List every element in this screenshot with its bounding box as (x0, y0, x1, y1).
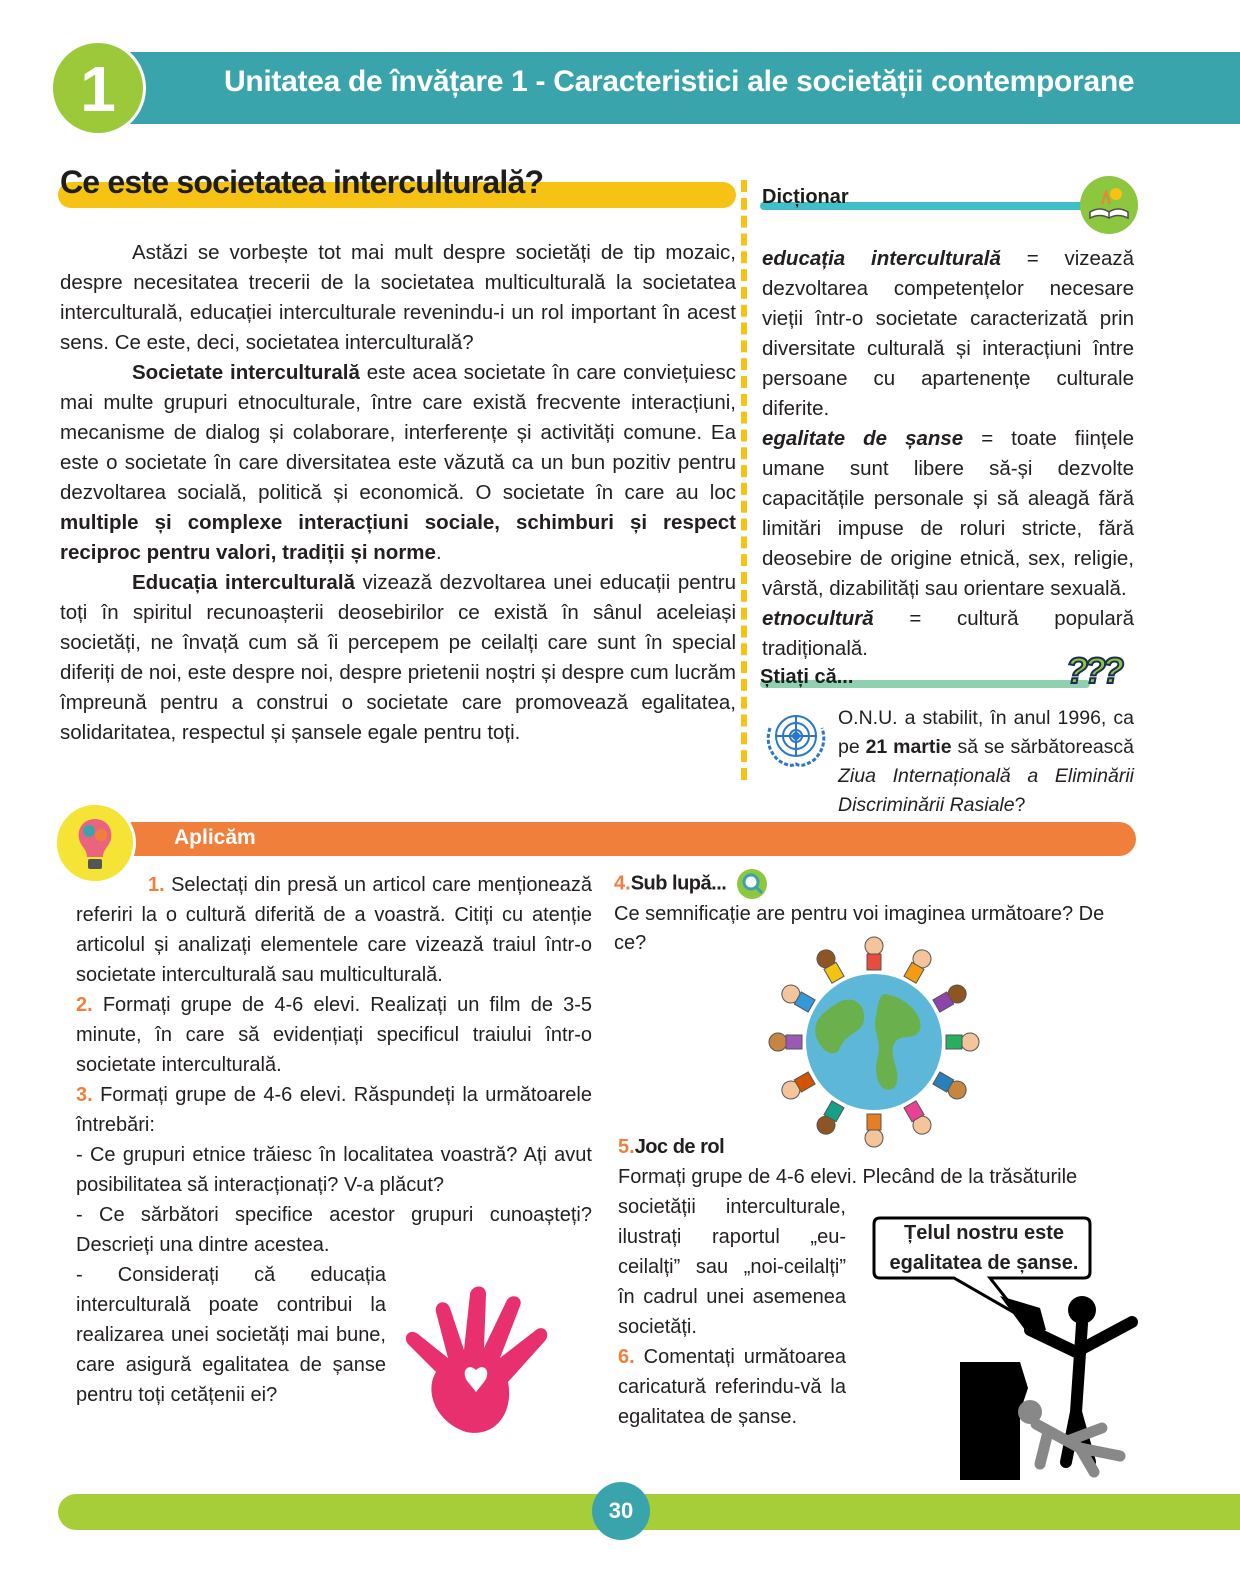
paragraph-intro: Astăzi se vorbește tot mai mult despre societăți de tip mozaic, despre necesitatea trecerii de la societatea multiculturală la societatea interculturală, educației interculturale revenindu-i un rol important în acest sens. Ce este, deci, societatea interculturală? (60, 241, 736, 354)
task-heading: Sub lupă... (630, 872, 727, 895)
dictionary-definition: = toate ființele umane sunt libere să-și dezvolte capacitățile personale și să aleagă fără limitări impuse de roluri stricte, fără deosebire de origine etnică, sex, religie, vârstă, dizabilități sau orientare sexuală. (762, 427, 1134, 600)
page-title: Unitatea de învățare 1 - Caracteristici ale societății contemporane (224, 65, 1135, 98)
question-1: - Ce grupuri etnice trăiesc în localitatea voastră? Ați avut posibilitatea să interacționați? V-a plăcut? (76, 1144, 592, 1196)
question-3: - Considerați că educația interculturală poate contribui la realizarea unei societăți mai bune, care asigură egalitatea de șanse pentru toți cetățenii ei? (76, 1264, 386, 1406)
task-1 (76, 870, 592, 990)
term-educatie: Educația interculturală (132, 571, 355, 594)
dictionary-term: egalitate de șanse (762, 427, 964, 450)
open-book-icon (1080, 176, 1138, 234)
aplicam-heading: Aplicăm (174, 826, 256, 849)
painted-hand-image (396, 1282, 580, 1442)
unit-number-badge: 1 (50, 40, 146, 136)
task-text: Comentați următoarea caricatură referindu-vă la egalitatea de șanse. (618, 1346, 846, 1428)
task-5-text-a: Formați grupe de 4-6 elevi. Plecând de la trăsăturile (618, 1166, 1078, 1188)
main-article (60, 238, 736, 748)
task-text: Formați grupe de 4-6 elevi. Răspundeți la următoarele întrebări: (76, 1084, 592, 1136)
column-divider (741, 180, 747, 780)
stiati-text-b: să se sărbătorească (951, 736, 1135, 758)
task-number: 2. (76, 994, 93, 1016)
aplicam-bar (110, 822, 1136, 856)
paragraph-education (60, 568, 736, 748)
task-number: 3. (76, 1084, 93, 1106)
stiati-text-a: O.N.U. a stabilit, în anul 1996, ca pe (838, 707, 1134, 758)
section-title: Ce este societatea interculturală? (60, 164, 544, 200)
task-number: 4. (614, 872, 631, 895)
task-3 (76, 1080, 592, 1140)
task-2 (76, 990, 592, 1080)
stiati-heading: Știați că... (760, 666, 854, 688)
globe-children-image (754, 924, 994, 1156)
question-2: - Ce sărbători specifice acestor grupuri cunoașteți? Descrieți una dintre acestea. (76, 1204, 592, 1256)
task-text: Selectați din presă un articol care menționează referiri la o cultură diferită de a voastră. Citiți cu atenție articolul și analizați elementele care vizează traiul într-o societate interculturală sau multiculturală. (76, 874, 592, 986)
task-number: 1. (148, 874, 165, 896)
stiati-text (838, 704, 1134, 820)
task-number: 6. (618, 1346, 635, 1368)
task-5-text-b: societății interculturale, ilustrați raportul „eu-ceilalți” sau „noi-ceilalți” în cadrul unei asemenea societăți. (618, 1196, 846, 1338)
task-number: 5. (618, 1136, 635, 1158)
page-number: 30 (592, 1482, 650, 1540)
un-emblem-icon (760, 708, 832, 770)
dictionary-definition: = cultură populară tradițională. (762, 607, 1134, 660)
paragraph-definition (60, 358, 736, 568)
task-5-heading (618, 1132, 1138, 1162)
dictionary-term: educația interculturală (762, 247, 1001, 270)
emphasis-text: multiple și complexe interacțiuni sociale, schimburi și respect reciproc pentru valori, tradiții și norme (60, 511, 736, 564)
paragraph-text: este acea societate în care conviețuiesc mai multe grupuri etnoculturale, între care există frecvente interacțiuni, mecanisme de dialog și colaborare, interferențe și activități comune. Ea este o societate în care diversitatea este văzută ca un bun pozitiv pentru dezvoltarea socială, politică și economică. O societate în care au loc (60, 361, 736, 504)
dictionary-heading: Dicționar (762, 186, 849, 208)
task-6 (618, 1342, 846, 1432)
speech-bubble-text: Țelul nostru este egalitatea de șanse. (889, 1222, 1079, 1274)
dictionary-entries (762, 244, 1134, 664)
stiati-day-name: Ziua Internațională a Eliminării Discriminării Rasiale (838, 765, 1134, 816)
term-societate: Societate interculturală (132, 361, 360, 384)
task-text: Formați grupe de 4-6 elevi. Realizați un film de 3-5 minute, în care să evidențiați specificul traiului într-o societate interculturală. (76, 994, 592, 1076)
dictionary-definition: = vizează dezvoltarea competențelor necesare vieții într-o societate caracterizată prin diversitate culturală și interacțiuni între persoane cu apartenențe culturale diferite. (762, 247, 1135, 420)
question-marks-icon: ??? (1066, 650, 1120, 691)
paragraph-end: . (435, 541, 442, 564)
stiati-text-end: ? (1014, 794, 1026, 816)
stiati-date: 21 martie (865, 736, 952, 758)
dictionary-term: etnocultură (762, 607, 874, 630)
magnifier-icon (732, 868, 772, 900)
paragraph-text: vizează dezvoltarea unei educații pentru toți în spiritul recunoașterii deosebirilor ce există în sânul aceleiași societăți, ne învață cum să îi percepem pe ceilalți care sunt în special diferiți de noi, este despre noi, despre prietenii noștri și despre cum lucrăm împreună pentru a construi o societate care promovează egalitatea, solidaritatea, respectul și șansele egale pentru toți. (60, 571, 736, 744)
task-heading: Joc de rol (634, 1136, 725, 1158)
task-4-heading (614, 868, 1134, 900)
task-4-text: Ce semnificație are pentru voi imaginea următoare? De ce? (614, 903, 1105, 954)
